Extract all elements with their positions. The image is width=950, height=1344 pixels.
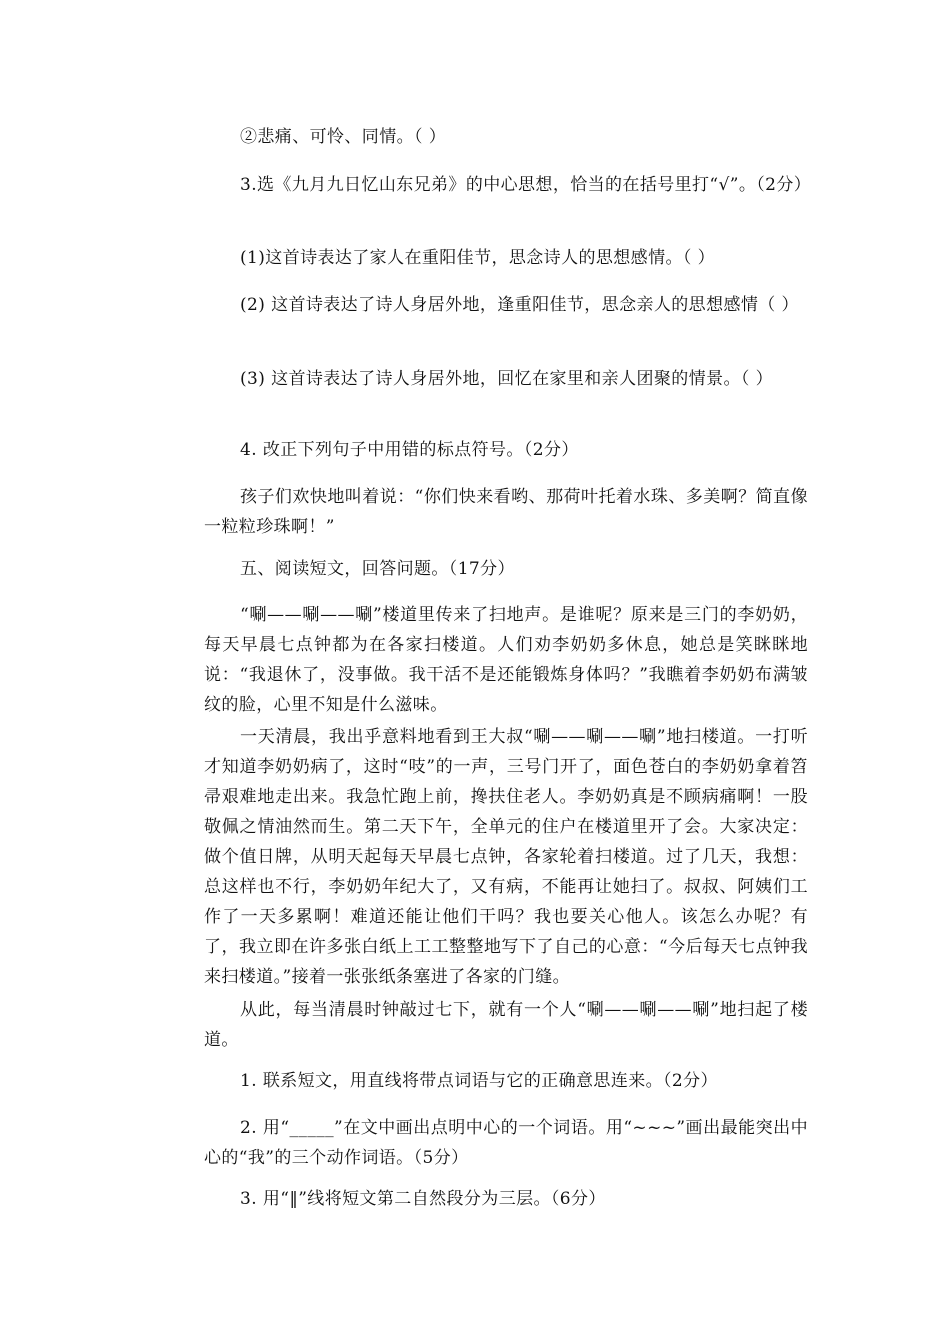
question-3-option-1: (1)这首诗表达了家人在重阳佳节，思念诗人的思想感情。（ ）: [240, 248, 715, 268]
question-3-option-2: (2) 这首诗表达了诗人身居外地，逢重阳佳节，思念亲人的思想感情（ ）: [240, 295, 799, 315]
passage-paragraph-2: 一天清晨，我出乎意料地看到王大叔“唰——唰——唰”地扫楼道。一打听才知道李奶奶病了，这时“吱”的一声，三号门开了，面色苍白的李奶奶拿着笤帚艰难地走出来。我急忙跑上前，搀扶住老人。李奶奶真是不顾病痛啊！一股敬佩之情油然而生。第二天下午，全单元的住户在楼道里开了会。大家决定：做个值日牌，从明天起每天早晨七点钟，各家轮着扫楼道。过了几天，我想：总这样也不行，李奶奶年纪大了，又有病，不能再让她扫了。叔叔、阿姨们工作了一天多累啊！难道还能让他们干吗？我也要关心他人。该怎么办呢？有了，我立即在许多张白纸上工工整整地写下了自己的心意：“今后每天七点钟我来扫楼道。”接着一张张纸条塞进了各家的门缝。: [204, 727, 808, 987]
question-4-sentence: 孩子们欢快地叫着说：“你们快来看哟、那荷叶托着水珠、多美啊？简直像一粒粒珍珠啊！”: [204, 487, 808, 537]
reading-question-2: 2. 用“_____”在文中画出点明中心的一个词语。用“~~~”画出最能突出中心的“我”的三个动作词语。（5分）: [204, 1118, 808, 1168]
question-3-option-3: (3) 这首诗表达了诗人身居外地，回忆在家里和亲人团聚的情景。（ ）: [240, 369, 773, 389]
passage-paragraph-1: “唰——唰——唰”楼道里传来了扫地声。是谁呢？原来是三门的李奶奶，每天早晨七点钟都为在各家扫楼道。人们劝李奶奶多休息，她总是笑眯眯地说：“我退休了，没事做。我干活不是还能锻炼身体吗？”我瞧着李奶奶布满皱纹的脸，心里不知是什么滋味。: [204, 605, 808, 715]
question-3: 3.选《九月九日忆山东兄弟》的中心思想，恰当的在括号里打“√”。（2分）: [240, 175, 812, 195]
reading-question-3: 3. 用“‖”线将短文第二自然段分为三层。（6分）: [240, 1189, 606, 1209]
question-4: 4. 改正下列句子中用错的标点符号。（2分）: [240, 440, 579, 460]
reading-question-1: 1. 联系短文，用直线将带点词语与它的正确意思连来。（2分）: [240, 1071, 718, 1091]
passage-paragraph-3: 从此，每当清晨时钟敲过七下，就有一个人“唰——唰——唰”地扫起了楼道。: [204, 1000, 808, 1050]
section-5-heading: 五、阅读短文，回答问题。（17分）: [240, 559, 515, 579]
option-2-line: ②悲痛、可怜、同情。（ ）: [240, 127, 447, 147]
